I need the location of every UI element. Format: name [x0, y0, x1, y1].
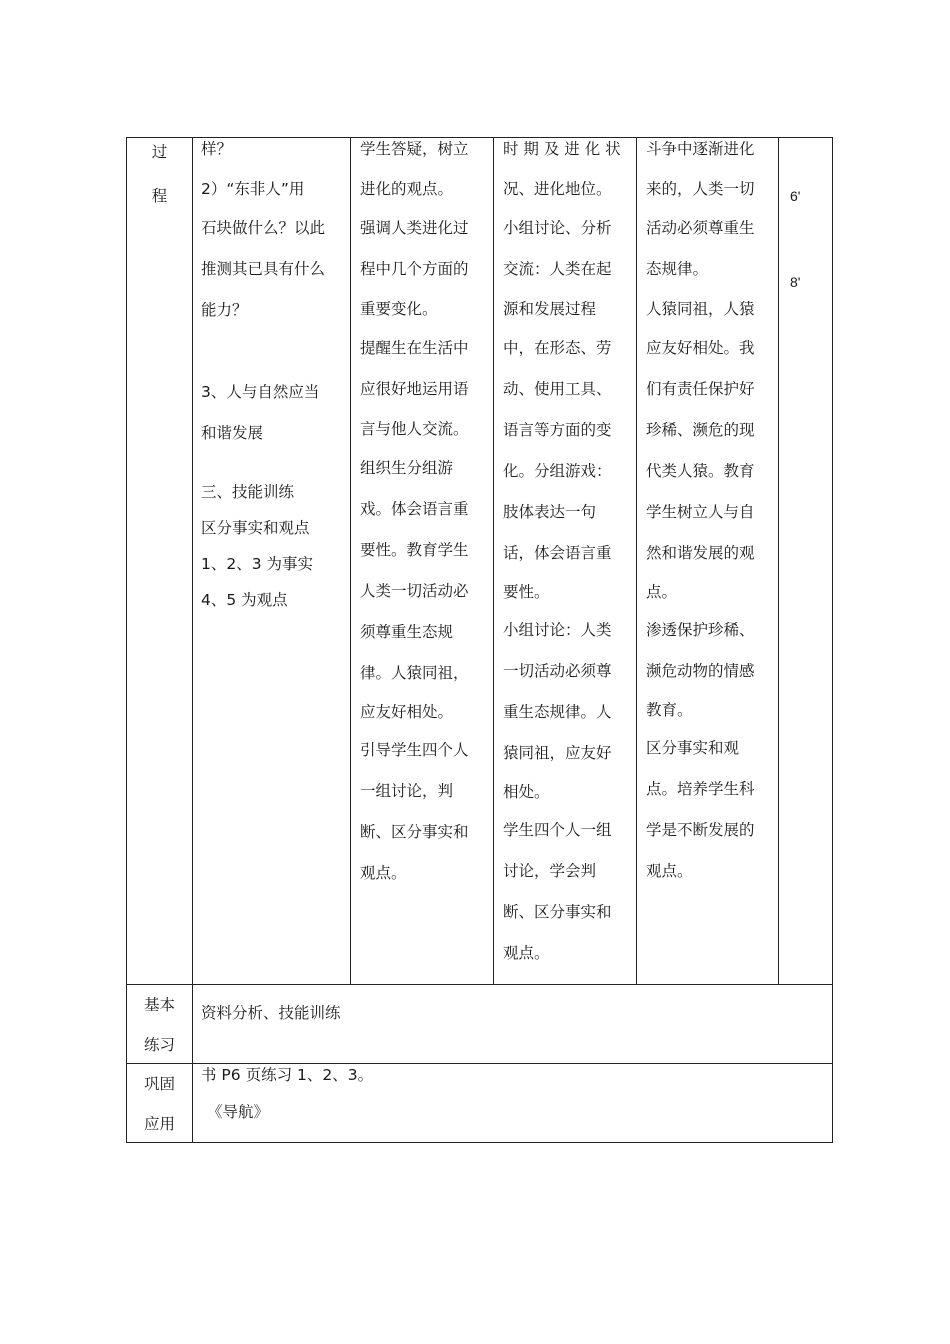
col4-line: 然和谐发展的观 — [646, 544, 755, 562]
apply-label — [127, 1064, 192, 1144]
col2-line: 组织生分组游 — [360, 459, 454, 477]
practice-content: 资料分析、技能训练 — [201, 1004, 341, 1022]
col4-line: 活动必须尊重生 — [646, 219, 755, 237]
col2-line: 一组讨论，判 — [360, 782, 454, 800]
practice-label — [127, 985, 192, 1065]
practice-label-line: 练习 — [143, 1036, 175, 1054]
side-label-char: 程 — [151, 187, 168, 205]
table-border-col4 — [636, 137, 637, 984]
practice-label-line: 基本 — [143, 996, 175, 1014]
col3-line: 重生态规律。人 — [503, 703, 612, 721]
table-border-right — [832, 137, 833, 1143]
col1-line: 区分事实和观点 — [201, 519, 310, 537]
col4-line: 教育。 — [646, 701, 693, 719]
col2-line: 要性。教育学生 — [360, 541, 469, 559]
col2-line: 人类一切活动必 — [360, 582, 469, 600]
apply-line: 《导航》 — [207, 1103, 270, 1121]
col2-line: 程中几个方面的 — [360, 260, 469, 278]
col1-line: 三、技能训练 — [201, 483, 295, 501]
apply-label-line: 巩固 — [143, 1075, 175, 1093]
col4-line: 学生树立人与自 — [646, 503, 755, 521]
process-col3 — [503, 129, 633, 974]
table-border-col5 — [778, 137, 779, 984]
col1-line: 推测其已具有什么 — [201, 260, 326, 278]
col4-line: 点。培养学生科 — [646, 780, 755, 798]
col1-line: 4、5 为观点 — [201, 591, 288, 609]
table-border-col3 — [493, 137, 494, 984]
col4-line: 人猿同祖，人猿 — [646, 300, 755, 318]
col3-line: 化。分组游戏： — [503, 462, 612, 480]
col2-line: 强调人类进化过 — [360, 219, 469, 237]
col1-line: 石块做什么？以此 — [201, 219, 326, 237]
col3-line: 肢体表达一句 — [503, 503, 597, 521]
col1-line: 1、2、3 为事实 — [201, 555, 314, 573]
col3-line: 要性。 — [503, 583, 550, 601]
col3-line: 动、使用工具、 — [503, 380, 612, 398]
col4-line: 珍稀、濒危的现 — [646, 421, 755, 439]
col3-line: 讨论，学会判 — [503, 862, 597, 880]
side-label-char: 过 — [151, 143, 168, 161]
time-allocation-1: 6' — [790, 188, 801, 204]
col3-line: 话，体会语言重 — [503, 544, 612, 562]
col1-line: 样？ — [201, 140, 233, 158]
apply-content — [201, 1058, 373, 1132]
col4-line: 代类人猿。教育 — [646, 462, 755, 480]
apply-line: 书 P6 页练习 1、2、3。 — [201, 1066, 374, 1084]
col3-line: 猿同祖，应友好 — [503, 744, 612, 762]
table-border-bottom — [126, 1142, 833, 1143]
col2-line: 应友好相处。 — [360, 703, 454, 721]
col2-line: 戏。体会语言重 — [360, 500, 469, 518]
col1-line: 2）“东非人”用 — [201, 180, 305, 198]
col4-line: 应友好相处。我 — [646, 339, 755, 357]
col3-line: 况、进化地位。 — [503, 180, 612, 198]
col2-line: 引导学生四个人 — [360, 741, 469, 759]
col3-line: 源和发展过程 — [503, 300, 597, 318]
col3-line: 一切活动必须尊 — [503, 662, 612, 680]
col4-line: 斗争中逐渐进化 — [646, 140, 755, 158]
col2-line: 学生答疑，树立 — [360, 140, 469, 158]
col4-line: 们有责任保护好 — [646, 380, 755, 398]
col2-line: 言与他人交流。 — [360, 420, 469, 438]
process-side-label — [127, 138, 192, 210]
col2-line: 进化的观点。 — [360, 180, 454, 198]
col2-line: 重要变化。 — [360, 300, 438, 318]
col4-line: 观点。 — [646, 862, 693, 880]
col2-line: 提醒生在生活中 — [360, 339, 469, 357]
col3-line: 时 期 及 进 化 状 — [503, 140, 621, 158]
col4-line: 学是不断发展的 — [646, 821, 755, 839]
col2-line: 须尊重生态规 — [360, 623, 454, 641]
col3-line: 语言等方面的变 — [503, 421, 612, 439]
time-allocation-2: 8' — [790, 274, 801, 290]
col4-line: 来的，人类一切 — [646, 180, 755, 198]
col3-line: 学生四个人一组 — [503, 821, 612, 839]
col4-line: 渗透保护珍稀、 — [646, 621, 755, 639]
col3-line: 相处。 — [503, 783, 550, 801]
col1-spacer — [201, 454, 346, 474]
col1-line: 能力？ — [201, 301, 248, 319]
table-border-col2 — [350, 137, 351, 984]
col2-line: 观点。 — [360, 864, 407, 882]
col2-line: 应很好地运用语 — [360, 380, 469, 398]
col1-line: 和谐发展 — [201, 424, 264, 442]
col3-line: 断、区分事实和 — [503, 903, 612, 921]
apply-label-line: 应用 — [143, 1115, 175, 1133]
process-col2 — [360, 129, 490, 894]
process-col1 — [201, 129, 346, 618]
col3-line: 小组讨论：人类 — [503, 621, 612, 639]
table-border-row1 — [126, 984, 833, 985]
col1-line: 3、人与自然应当 — [201, 383, 320, 401]
col3-line: 小组讨论、分析 — [503, 219, 612, 237]
col2-line: 断、区分事实和 — [360, 823, 469, 841]
col4-line: 区分事实和观 — [646, 739, 740, 757]
col3-line: 观点。 — [503, 944, 550, 962]
col3-line: 交流：人类在起 — [503, 260, 612, 278]
process-col4 — [646, 129, 776, 892]
col4-line: 点。 — [646, 583, 678, 601]
table-border-col1 — [192, 137, 193, 1143]
col4-line: 濒危动物的情感 — [646, 662, 755, 680]
col2-line: 律。人猿同祖， — [360, 664, 469, 682]
col4-line: 态规律。 — [646, 260, 709, 278]
col3-line: 中，在形态、劳 — [503, 339, 612, 357]
